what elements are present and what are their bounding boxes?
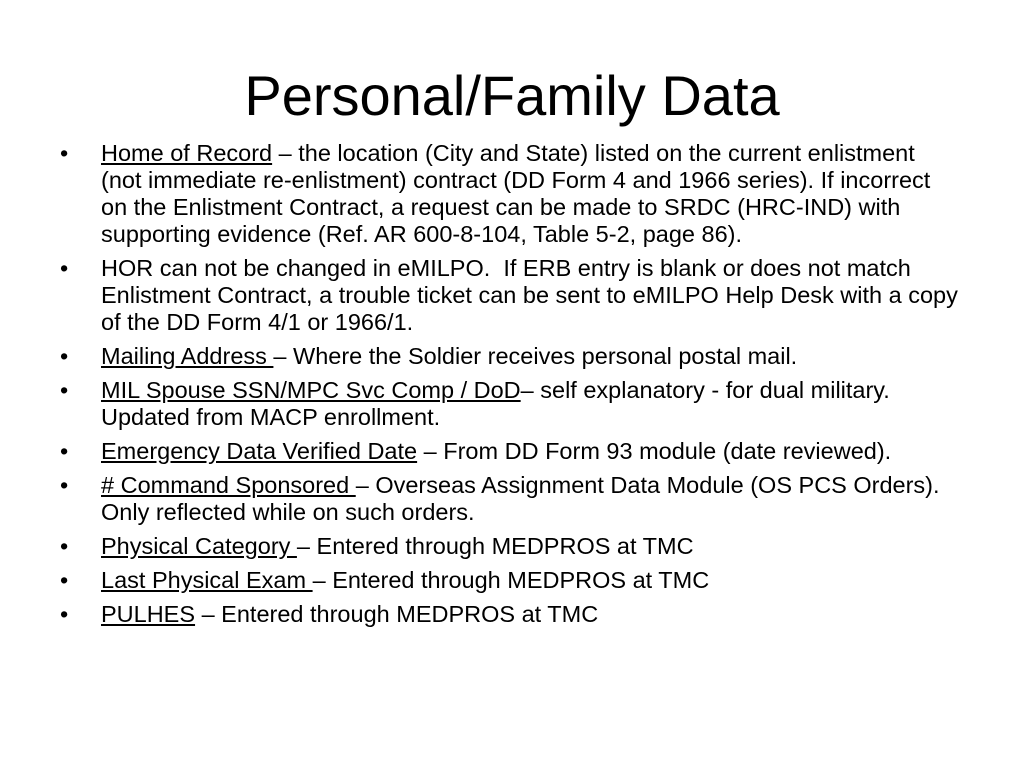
bullet-text: – Entered through MEDPROS at TMC <box>296 533 694 559</box>
bullet-text: – the location (City and State) listed on the current enlistment (not immediate re-enlistment) contract (DD Form 4 and 1966 series). If incorrect on the Enlistment Contract, a request can be made to SRDC (HRC-IND) with supporting evidence (Ref. AR 600-8-104, Table 5-2, page 86). <box>101 140 937 247</box>
bullet-dot-icon: • <box>60 601 69 627</box>
bullet-dot-icon: • <box>60 438 69 464</box>
bullet-term: Emergency Data Verified Date <box>101 438 418 464</box>
bullet-term: Mailing Address <box>101 343 274 369</box>
bullet-item-physical-category <box>60 533 960 560</box>
bullet-item-command-sponsored <box>60 472 960 526</box>
bullet-item-mailing-address <box>60 343 960 370</box>
bullet-item-home-of-record <box>60 140 960 248</box>
slide-title: Personal/Family Data <box>244 64 780 127</box>
bullet-term: PULHES <box>101 601 196 627</box>
bullet-text: – Entered through MEDPROS at TMC <box>312 567 710 593</box>
bullet-term: Physical Category <box>101 533 297 559</box>
bullet-dot-icon: • <box>60 472 69 498</box>
bullet-dot-icon: • <box>60 567 69 593</box>
bullet-text: – Overseas Assignment Data Module (OS PCS Orders). Only reflected while on such orders. <box>101 472 953 525</box>
bullet-dot-icon: • <box>60 343 69 369</box>
bullet-term: Last Physical Exam <box>101 567 313 593</box>
bullet-term: MIL Spouse SSN/MPC Svc Comp / DoD <box>101 377 521 403</box>
bullet-text: – From DD Form 93 module (date reviewed). <box>417 438 892 464</box>
bullet-item-hor-change <box>60 255 965 336</box>
bullet-term: # Command Sponsored <box>101 472 356 498</box>
bullet-item-mil-spouse <box>60 377 960 431</box>
bullet-item-emergency-data <box>60 438 960 465</box>
bullet-dot-icon: • <box>60 533 69 559</box>
bullet-dot-icon: • <box>60 140 69 166</box>
bullet-dot-icon: • <box>60 255 69 281</box>
bullet-term: Home of Record <box>101 140 273 166</box>
bullet-item-last-physical-exam <box>60 567 960 594</box>
bullet-text: – Where the Soldier receives personal postal mail. <box>273 343 798 369</box>
bullet-list <box>60 140 965 635</box>
bullet-text: – Entered through MEDPROS at TMC <box>195 601 599 627</box>
bullet-text: HOR can not be changed in eMILPO. If ERB entry is blank or does not match Enlistment Contract, a trouble ticket can be sent to eMILPO Help Desk with a copy of the DD Form 4/1 or 1966/1. <box>101 255 965 335</box>
bullet-dot-icon: • <box>60 377 69 403</box>
bullet-item-pulhes <box>60 601 960 628</box>
bullet-text: – self explanatory - for dual military. Updated from MACP enrollment. <box>101 377 897 430</box>
